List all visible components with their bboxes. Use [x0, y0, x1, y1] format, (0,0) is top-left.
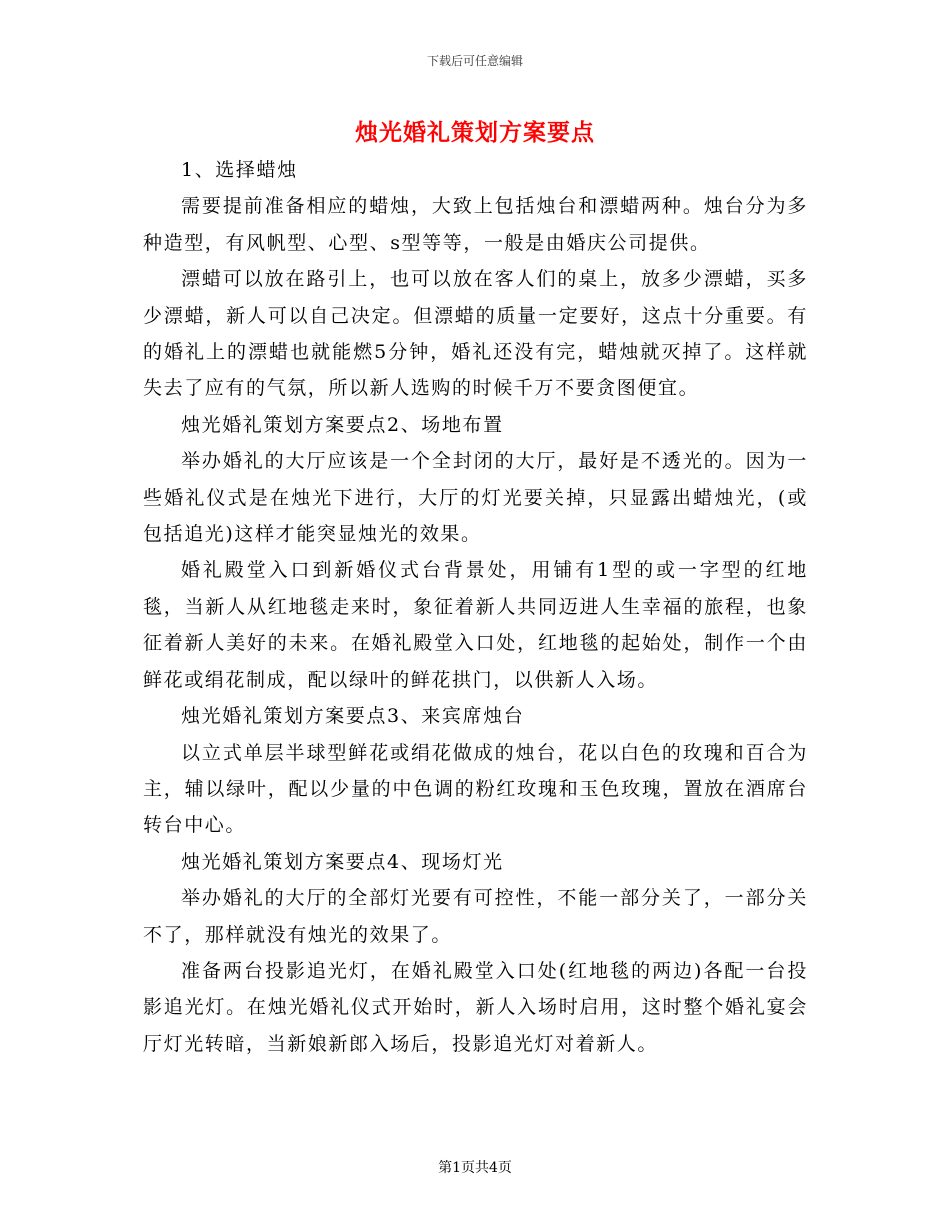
paragraph-heading-4: 烛光婚礼策划方案要点4、现场灯光: [181, 850, 504, 873]
paragraph: 举办婚礼的大厅应该是一个全封闭的大厅，最好是不透光的。因为一些婚礼仪式是在烛光下进行，大厅的灯光要关掉，只显露出蜡烛光，(或包括追光)这样才能突显烛光的效果。: [143, 450, 808, 546]
page-header: 下载后可任意编辑: [426, 54, 523, 68]
paragraph-heading-3: 烛光婚礼策划方案要点3、来宾席烛台: [181, 705, 525, 728]
paragraph: 婚礼殿堂入口到新婚仪式台背景处，用铺有1型的或一字型的红地毯，当新人从红地毯走来时，象征着新人共同迈进人生幸福的旅程，也象征着新人美好的未来。在婚礼殿堂入口处，红地毯的起始处，制作一个由鲜花或绢花制成，配以绿叶的鲜花拱门，以供新人入场。: [143, 559, 808, 691]
paragraph: 漂蜡可以放在路引上，也可以放在客人们的桌上，放多少漂蜡，买多少漂蜡，新人可以自己决定。但漂蜡的质量一定要好，这点十分重要。有的婚礼上的漂蜡也就能燃5分钟，婚礼还没有完，蜡烛就灭掉了。这样就失去了应有的气氛，所以新人选购的时候千万不要贪图便宜。: [143, 268, 808, 400]
paragraph: 举办婚礼的大厅的全部灯光要有可控性，不能一部分关了，一部分关不了，那样就没有烛光的效果了。: [143, 887, 808, 946]
document-title: 烛光婚礼策划方案要点: [355, 119, 595, 146]
paragraph: 需要提前准备相应的蜡烛，大致上包括烛台和漂蜡两种。烛台分为多种造型，有风帆型、心型、s型等等，一般是由婚庆公司提供。: [143, 195, 808, 254]
paragraph-heading-2: 烛光婚礼策划方案要点2、场地布置: [181, 413, 504, 436]
document-body: [143, 152, 808, 1062]
paragraph: 准备两台投影追光灯，在婚礼殿堂入口处(红地毯的两边)各配一台投影追光灯。在烛光婚礼仪式开始时，新人入场时启用，这时整个婚礼宴会厅灯光转暗，当新娘新郎入场后，投影追光灯对着新人。: [143, 959, 808, 1055]
paragraph: 以立式单层半球型鲜花或绢花做成的烛台，花以白色的玫瑰和百合为主，辅以绿叶，配以少量的中色调的粉红玫瑰和玉色玫瑰，置放在酒席台转台中心。: [143, 741, 808, 837]
paragraph-heading-1: 1、选择蜡烛: [181, 159, 298, 181]
page-number: 第1页共4页: [438, 1160, 512, 1176]
